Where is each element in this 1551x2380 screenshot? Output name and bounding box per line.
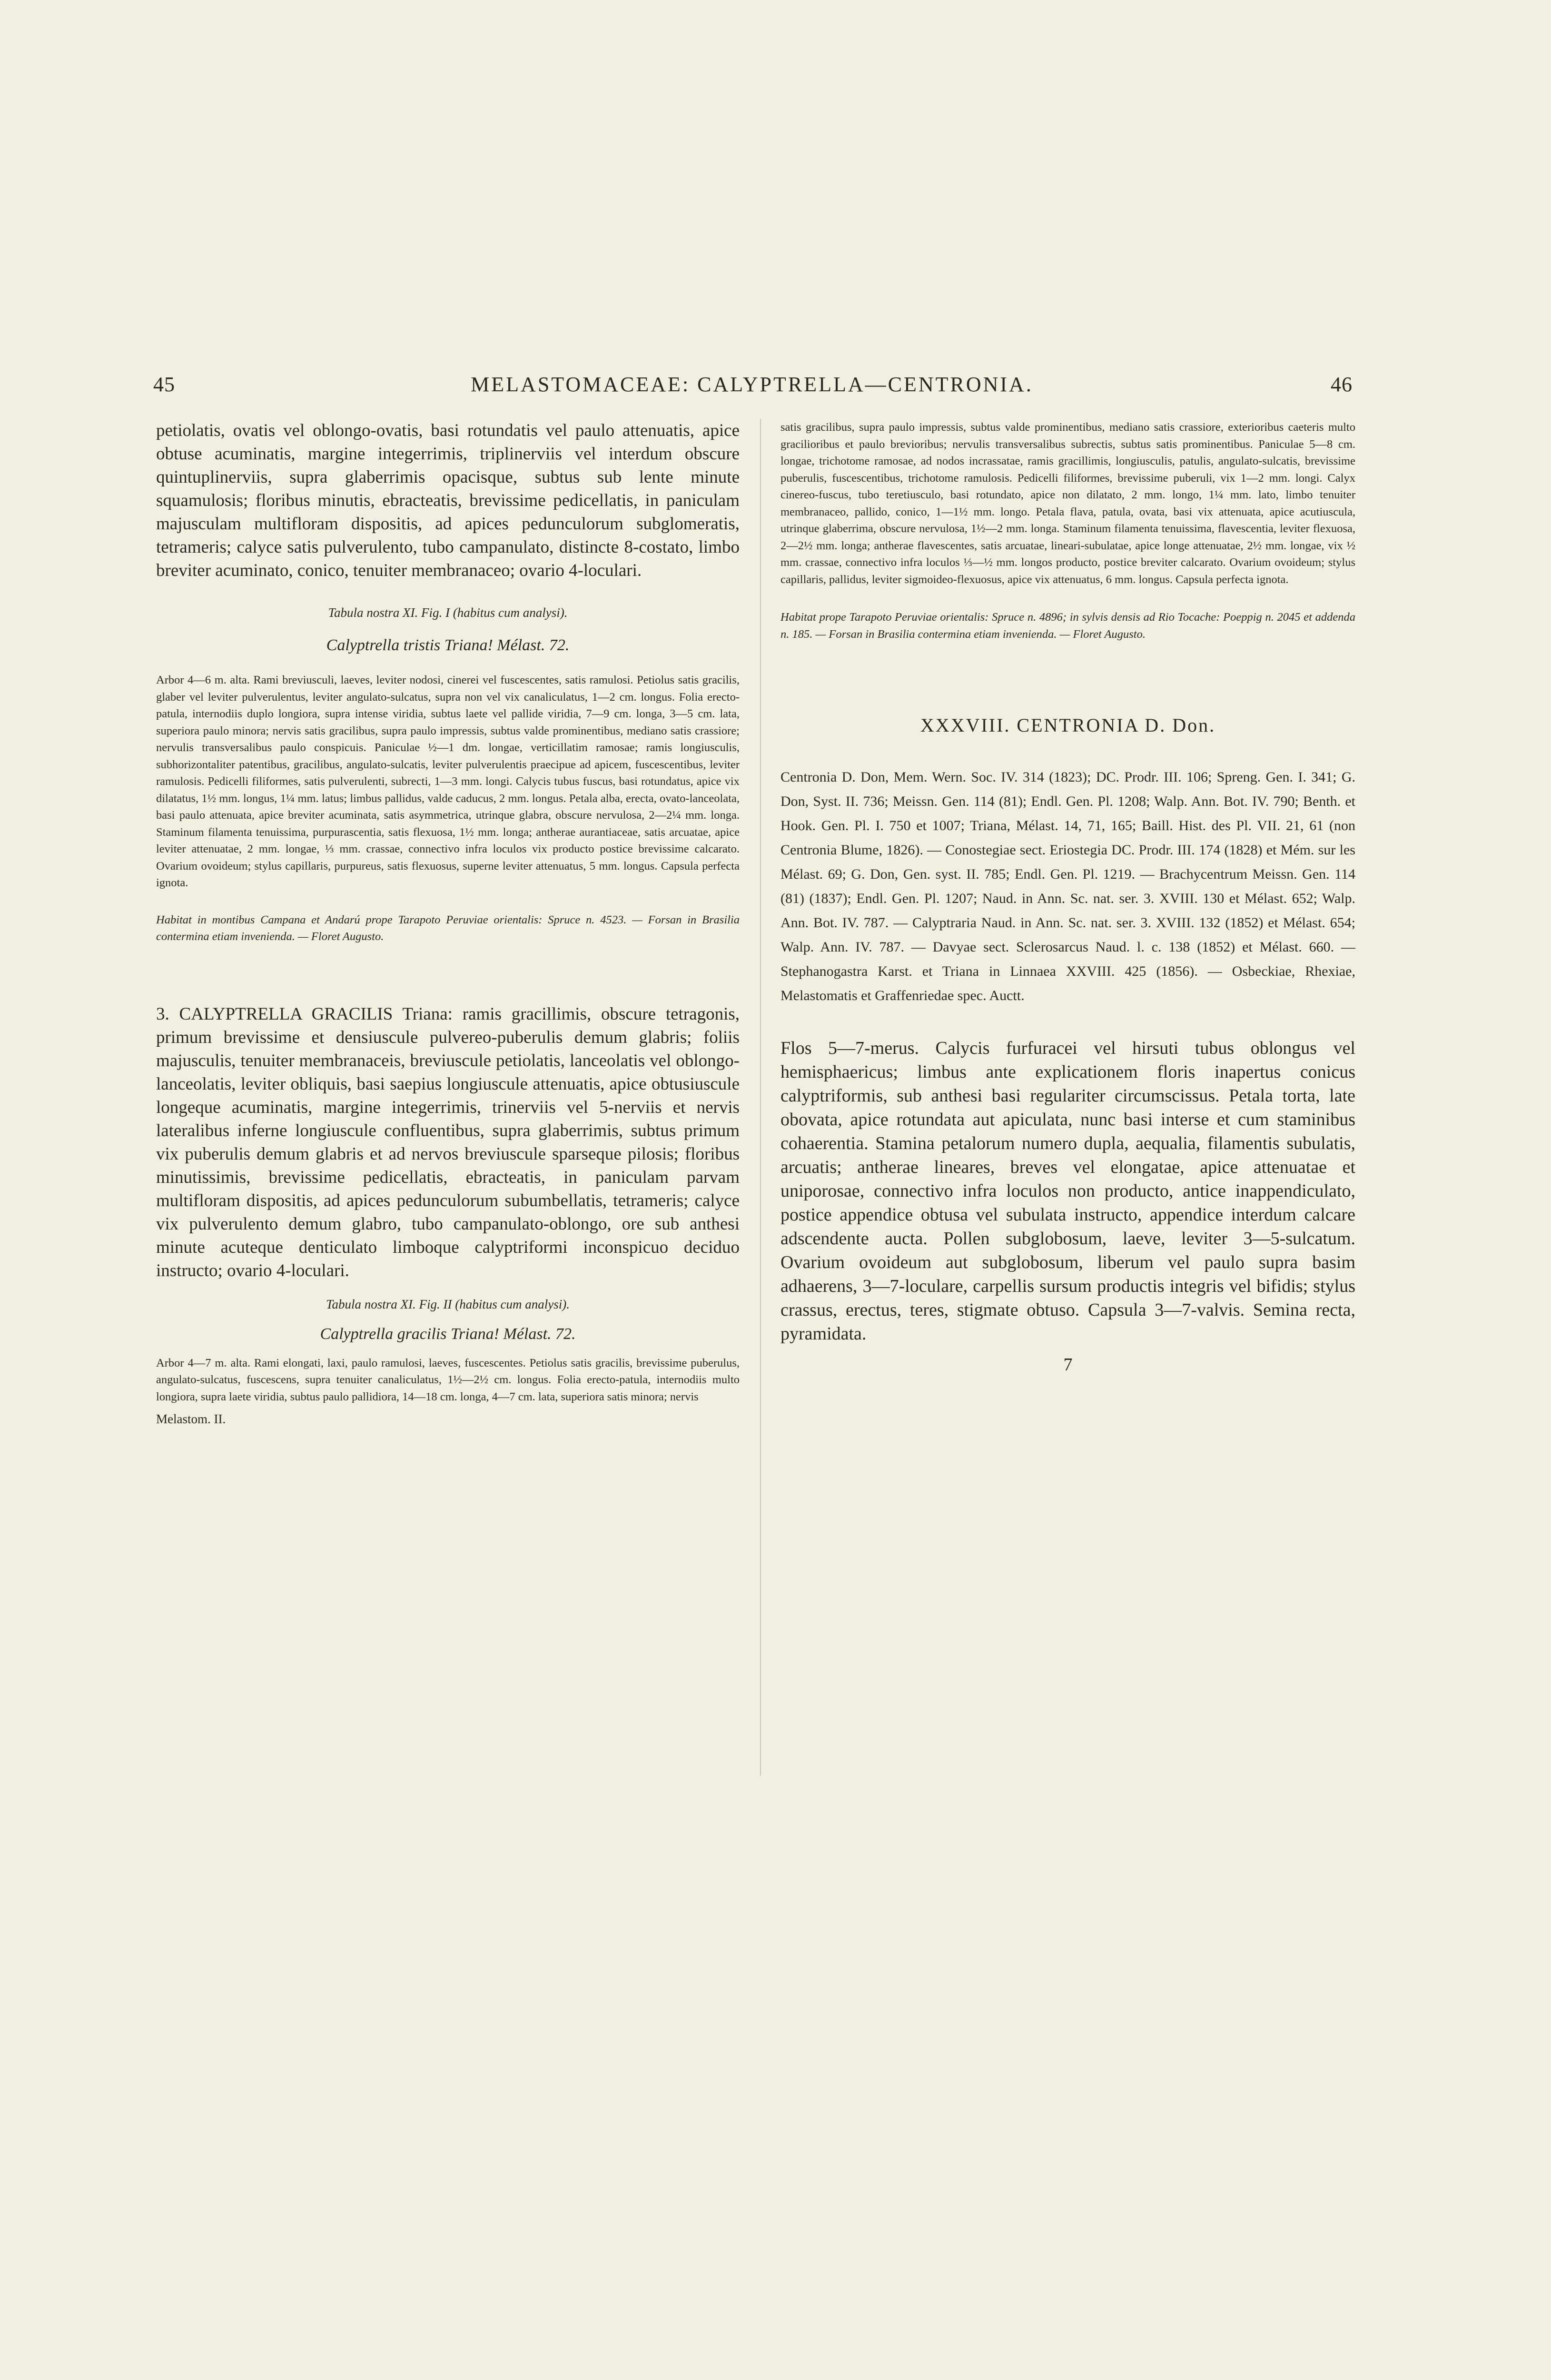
species-2-description-continued: satis gracilibus, supra paulo impressis, subtus valde prominentibus, mediano satis crassiore, exterioribus caeteris multo gracilioribus et paulo brevioribus; nervulis transversalibus subrectis, subtus satis prominentibus. Paniculae 5—8 cm. longae, trichotome ramosae, ad nodos incrassatae, ramis gracillimis, longiusculis, patulis, angulato-sulcatis, brevissime puberulis, fuscescentibus, trichotome ramulosis. Pedicelli filiformes, brevissime puberuli, vix 1—2 mm. longi. Calyx cinereo-fuscus, tubo teretiusculo, basi rotundato, apice non dilatato, 2 mm. longo, 1¼ mm. lato, limbo tenuiter membranaceo, pallido, conico, 1—1½ mm. longo. Petala flava, patula, ovata, basi vix attenuata, apice acutiuscula, utrinque glaberrima, obscure nervulosa, 1½—2 mm. longa. Staminum filamenta tenuissima, flavescentia, leviter flexuosa, 2—2½ mm. longa; antherae flavescentes, satis arcuatae, lineari-subulatae, apice longe attenuatae, 2½ mm. longae, vix ½ mm. crassae, connectivo infra loculos ⅓—½ mm. longos producto, postice breviter calcarato. Ovarium ovoideum; stylus capillaris, pallidus, leviter sigmoideo-flexuosus, apice vix attenuatus, 6 mm. longus. Capsula perfecta ignota. — [780, 421, 1355, 586]
page-number-left: 45 — [153, 373, 175, 396]
habitat-2: Habitat prope Tarapoto Peruviae orientalis: Spruce n. 4896; in sylvis densis ad Rio Tocache: Poeppig n. 2045 et addenda n. 185. — Forsan in Brasilia contermina etiam invenienda. — Floret Augusto. — [780, 611, 1355, 641]
plate-reference-1: Tabula nostra XI. Fig. I (habitus cum analysi). — [328, 605, 568, 620]
species-1-detailed-description: Arbor 4—6 m. alta. Rami breviusculi, laeves, leviter nodosi, cinerei vel fuscescentes, satis ramulosi. Petiolus satis gracilis, glaber vel leviter pulverulentus, leviter angulato-sulcatus, supra non vel vix canaliculatus, 1—2 cm. longus. Folia erecto-patula, internodiis duplo longiora, supra intense viridia, subtus laete vel pallide viridia, 7—9 cm. longa, 3—5 cm. lata, superiora paulo minora; nervis satis gracilibus, supra paulo impressis, subtus valde prominentibus, mediano satis crassiore; nervulis transversalibus paulo conspicuis. Paniculae ½—1 dm. longae, verticillatim ramosae; ramis longiusculis, subhorizontaliter patentibus, gracilibus, angulato-sulcatis, leviter pulverulentis praecipue ad apicem, fuscescentibus, leviter ramulosis. Pedicelli filiformes, satis pulverulenti, subrecti, 1—3 mm. longi. Calycis tubus fuscus, basi rotundatus, apice vix dilatatus, 1½ mm. longus, 1¼ mm. latus; limbus pallidus, valde caducus, 2 mm. longus. Petala alba, erecta, ovato-lanceolata, basi paulo attenuata, apice breviter acuminata, satis asymmetrica, utrinque glabra, obscure nervulosa, 2—2¼ mm. longa. Staminum filamenta tenuissima, purpurascentia, satis flexuosa, 1½ mm. longa; antherae aurantiaceae, satis arcuatae, apice leviter attenuatae, 2 mm. longae, ⅓ mm. crassae, connectivo infra loculos vix producto postice brevissime calcarato. Ovarium ovoideum; stylus capillaris, purpureus, satis flexuosus, superne leviter attenuatus, 5 mm. longus. Capsula perfecta ignota. — [156, 674, 740, 889]
running-header — [151, 372, 1353, 406]
section-3-calyptrella-gracilis: 3. CALYPTRELLA GRACILIS Triana: ramis gracillimis, obscure tetragonis, primum brevissime et densiuscule pulvereo-puberulis demum glabris; foliis majusculis, tenuiter membranaceis, breviuscule petiolatis, lanceolatis vel oblongo-lanceolatis, leviter obliquis, basi saepius longiuscule attenuatis, apice obtusiuscule longeque acuminatis, margine integerrimis, trinerviis vel 5-nerviis et nervis lateralibus inferne longiuscule confluentibus, supra glaberrimis, subtus primum vix puberulis demum glabris et ad nervos breviuscule sparseque pilosis; floribus minutissimis, brevissime pedicellatis, ebracteatis, in paniculam parvam multifloram dispositis, ad apices pedunculorum subumbellatis, tetrameris; calyce vix pulverulento demum glabro, tubo campanulato-oblongo, ore sub anthesi minute acuteque denticulato limboque calyptriformi inconspicuo deciduo instructo; ovario 4-loculari. — [156, 1004, 740, 1280]
species-2-detailed-description: Arbor 4—7 m. alta. Rami elongati, laxi, paulo ramulosi, laeves, fuscescentes. Petiolus satis gracilis, brevissime puberulus, angulato-sulcatus, fuscescens, supra tenuiter canaliculatus, 1½—2½ cm. longus. Folia erecto-patula, internodiis multo longiora, supra laete viridia, subtus paulo pallidiora, 14—18 cm. longa, 4—7 cm. lata, superiora satis minora; nervis — [156, 1356, 740, 1403]
genus-synonymy: Centronia D. Don, Mem. Wern. Soc. IV. 314 (1823); DC. Prodr. III. 106; Spreng. Gen. I. 341; G. Don, Syst. II. 736; Meissn. Gen. 114 (81); Endl. Gen. Pl. 1208; Walp. Ann. Bot. IV. 790; Benth. et Hook. Gen. Pl. I. 750 et 1007; Triana, Mélast. 14, 71, 165; Baill. Hist. des Pl. VII. 21, 61 (non Centronia Blume, 1826). — Conostegiae sect. Eriostegia DC. Prodr. III. 174 (1828) et Mém. sur les Mélast. 69; G. Don, Gen. syst. II. 785; Endl. Gen. Pl. 1219. — Brachycentrum Meissn. Gen. 114 (81) (1837); Endl. Gen. Pl. 1207; Naud. in Ann. Sc. nat. ser. 3. XVIII. 130 et Mélast. 652; Walp. Ann. Bot. IV. 787. — Calyptraria Naud. in Ann. Sc. nat. ser. 3. XVIII. 132 (1852) et Mélast. 654; Walp. Ann. IV. 787. — Davyae sect. Sclerosarcus Naud. l. c. 138 (1852) et Mélast. 660. — Stephanogastra Karst. et Triana in Linnaea XXVIII. 425 (1856). — Osbeckiae, Rhexiae, Melastomatis et Graffenriedae spec. Auctt. — [780, 769, 1355, 1003]
species-heading-2: Calyptrella gracilis Triana! Mélast. 72. — [320, 1325, 576, 1343]
folio-signature: 7 — [1063, 1355, 1073, 1375]
species-2-description-end: petiolatis, ovatis vel oblongo-ovatis, basi rotundatis vel paulo attenuatis, apice obtuse acuminatis, margine integerrimis, triplinerviis vel interdum obscure quintuplinerviis, supra glaberrimis opacisque, subtus sub lente minute squamulosis; floribus minutis, ebracteatis, brevissime pedicellatis, in paniculam majusculam multifloram dispositis, ad apices pedunculorum subglomeratis, tetrameris; calyce satis pulverulento, tubo campanulato, distincte 8-costato, limbo breviter acuminato, conico, tenuiter membranaceo; ovario 4-loculari. — [156, 421, 740, 580]
habitat-1: Habitat in montibus Campana et Andarú prope Tarapoto Peruviae orientalis: Spruce n. 4523. — Forsan in Brasilia contermina etiam invenienda. — Floret Augusto. — [156, 913, 740, 943]
right-column — [780, 419, 1355, 1375]
plate-reference-2: Tabula nostra XI. Fig. II (habitus cum analysi). — [326, 1297, 570, 1311]
genus-heading-centronia: XXXVIII. CENTRONIA D. Don. — [920, 714, 1216, 736]
species-heading-1: Calyptrella tristis Triana! Mélast. 72. — [326, 636, 570, 654]
left-column — [156, 419, 740, 1427]
column-divider — [760, 419, 761, 1775]
signature-mark: Melastom. II. — [156, 1412, 226, 1426]
running-title: MELASTOMACEAE: CALYPTRELLA—CENTRONIA. — [471, 373, 1033, 396]
genus-description: Flos 5—7-merus. Calycis furfuracei vel hirsuti tubus oblongus vel hemisphaericus; limbus ante explicationem floris inapertus conicus calyptriformis, sub anthesi basi regulariter circumscissus. Petala torta, late obovata, apice rotundata aut apiculata, nunc basi interse et cum staminibus cohaerentia. Stamina petalorum numero dupla, aequalia, filamentis subulatis, arcuatis; antherae lineares, breves vel elongatae, apice attenuatae et uniporosae, connectivo infra loculos non producto, antice inappendiculato, postice appendice obtusa vel subulata instructo, appendice interdum calcare adscendente aucta. Pollen subglobosum, laeve, leviter 3—5-sulcatum. Ovarium ovoideum aut subglobosum, liberum vel paulo supra basim adhaerens, 3—7-loculare, carpellis sursum productis integris vel bifidis; stylus crassus, erectus, teres, stigmate obtuso. Capsula 3—7-valvis. Semina recta, pyramidata. — [780, 1038, 1355, 1344]
page-number-right: 46 — [1331, 373, 1353, 396]
